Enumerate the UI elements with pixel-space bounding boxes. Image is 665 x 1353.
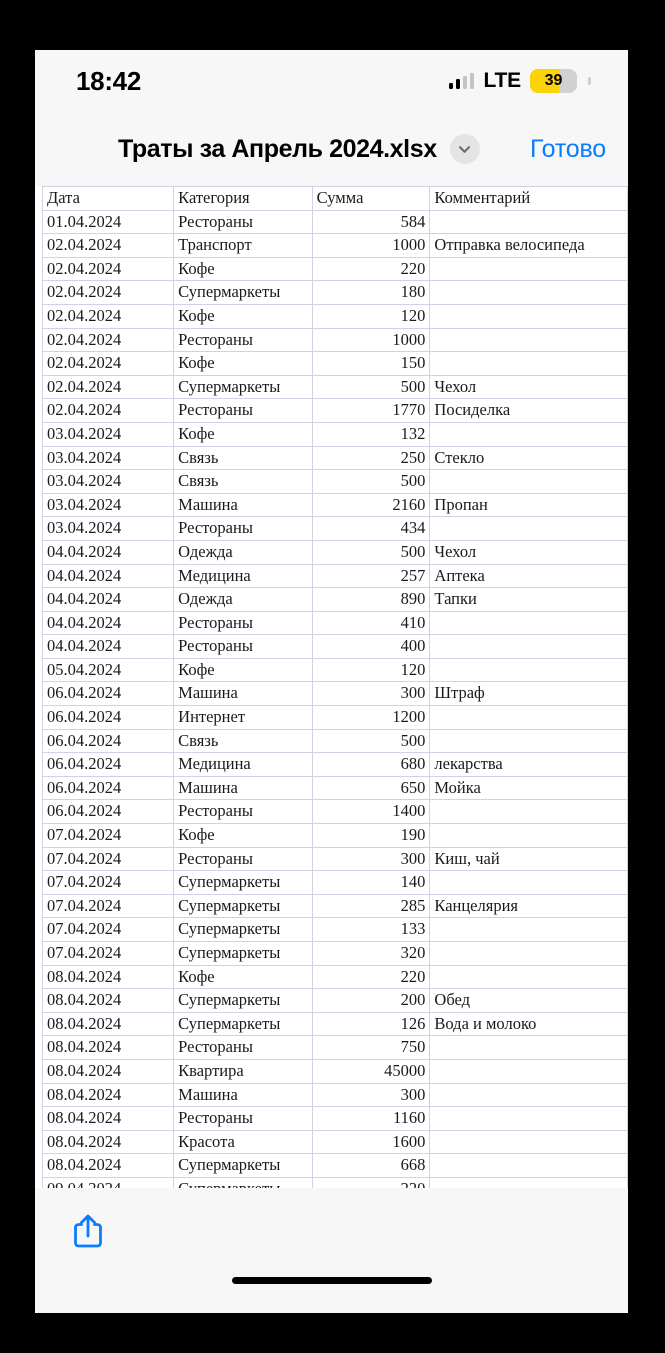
cell-r8-c2[interactable]: Супермаркеты [174,375,313,399]
cell-r39-c2[interactable]: Рестораны [174,1107,313,1131]
cell-r3-c1[interactable]: 02.04.2024 [43,257,174,281]
table-row[interactable] [43,304,628,328]
cell-r27-c1[interactable]: 07.04.2024 [43,824,174,848]
table-row[interactable] [43,1130,628,1154]
cell-r11-c3[interactable]: 250 [312,446,430,470]
cell-r28-c2[interactable]: Рестораны [174,847,313,871]
cell-r22-c2[interactable]: Интернет [174,706,313,730]
table-row[interactable] [43,422,628,446]
cell-r11-c4[interactable]: Стекло [430,446,628,470]
cell-r19-c4[interactable] [430,635,628,659]
cell-r3-c2[interactable]: Кофе [174,257,313,281]
table-row[interactable] [43,210,628,234]
cell-r6-c1[interactable]: 02.04.2024 [43,328,174,352]
status-bar-indicators [449,69,591,93]
cell-r19-c2[interactable]: Рестораны [174,635,313,659]
cell-r33-c3[interactable]: 220 [312,965,430,989]
table-row[interactable] [43,540,628,564]
table-row[interactable] [43,564,628,588]
cell-r1-c3[interactable]: 584 [312,210,430,234]
cell-r40-c3[interactable]: 1600 [312,1130,430,1154]
table-row[interactable] [43,1107,628,1131]
cell-r14-c3[interactable]: 434 [312,517,430,541]
cell-r6-c4[interactable] [430,328,628,352]
cell-r9-c2[interactable]: Рестораны [174,399,313,423]
cell-r9-c4[interactable]: Посиделка [430,399,628,423]
cell-r24-c3[interactable]: 680 [312,753,430,777]
cell-r15-c3[interactable]: 500 [312,540,430,564]
table-row[interactable] [43,281,628,305]
table-row[interactable] [43,918,628,942]
bottom-toolbar [35,1188,628,1313]
navigation-bar [35,112,628,186]
cell-r41-c4[interactable] [430,1154,628,1178]
cell-r7-c2[interactable]: Кофе [174,352,313,376]
cell-r36-c4[interactable] [430,1036,628,1060]
table-row[interactable] [43,847,628,871]
table-row[interactable] [43,375,628,399]
cell-r17-c3[interactable]: 890 [312,588,430,612]
cell-r3-c3[interactable]: 220 [312,257,430,281]
cell-r5-c1[interactable]: 02.04.2024 [43,304,174,328]
cell-r37-c1[interactable]: 08.04.2024 [43,1059,174,1083]
cell-r38-c1[interactable]: 08.04.2024 [43,1083,174,1107]
cell-r33-c2[interactable]: Кофе [174,965,313,989]
cell-r17-c1[interactable]: 04.04.2024 [43,588,174,612]
battery-percent-label: 39 [544,72,563,89]
cell-r13-c3[interactable]: 2160 [312,493,430,517]
cell-r8-c4[interactable]: Чехол [430,375,628,399]
table-row[interactable] [43,1154,628,1178]
cell-r27-c4[interactable] [430,824,628,848]
cell-r41-c2[interactable]: Супермаркеты [174,1154,313,1178]
cell-r7-c3[interactable]: 150 [312,352,430,376]
column-header-4[interactable]: Комментарий [430,187,628,211]
cell-r17-c4[interactable]: Тапки [430,588,628,612]
cell-r40-c2[interactable]: Красота [174,1130,313,1154]
cell-r20-c1[interactable]: 05.04.2024 [43,658,174,682]
cell-r14-c1[interactable]: 03.04.2024 [43,517,174,541]
cell-r40-c1[interactable]: 08.04.2024 [43,1130,174,1154]
cell-r7-c1[interactable]: 02.04.2024 [43,352,174,376]
document-title: Траты за Апрель 2024.xlsx [118,134,437,163]
share-icon [71,1212,105,1250]
table-row[interactable] [43,800,628,824]
cell-r38-c2[interactable]: Машина [174,1083,313,1107]
cell-r23-c1[interactable]: 06.04.2024 [43,729,174,753]
cell-r5-c4[interactable] [430,304,628,328]
cell-r26-c2[interactable]: Рестораны [174,800,313,824]
table-row[interactable] [43,588,628,612]
cell-r26-c3[interactable]: 1400 [312,800,430,824]
cell-r20-c4[interactable] [430,658,628,682]
cell-r23-c2[interactable]: Связь [174,729,313,753]
cell-r18-c1[interactable]: 04.04.2024 [43,611,174,635]
cell-r7-c4[interactable] [430,352,628,376]
cell-r2-c1[interactable]: 02.04.2024 [43,234,174,258]
cell-r26-c4[interactable] [430,800,628,824]
table-row[interactable] [43,894,628,918]
cell-r31-c1[interactable]: 07.04.2024 [43,918,174,942]
table-row[interactable] [43,824,628,848]
cell-r30-c1[interactable]: 07.04.2024 [43,894,174,918]
cell-r13-c1[interactable]: 03.04.2024 [43,493,174,517]
table-row[interactable] [43,470,628,494]
cell-r31-c3[interactable]: 133 [312,918,430,942]
table-row[interactable] [43,1012,628,1036]
network-type-label: LTE [483,69,521,92]
cell-r23-c4[interactable] [430,729,628,753]
cell-r39-c4[interactable] [430,1107,628,1131]
share-button[interactable] [64,1206,112,1256]
column-header-3[interactable]: Сумма [312,187,430,211]
cell-r25-c3[interactable]: 650 [312,776,430,800]
cell-r29-c2[interactable]: Супермаркеты [174,871,313,895]
cell-r8-c3[interactable]: 500 [312,375,430,399]
cell-r15-c2[interactable]: Одежда [174,540,313,564]
cell-r22-c3[interactable]: 1200 [312,706,430,730]
table-row[interactable] [43,753,628,777]
cell-r20-c3[interactable]: 120 [312,658,430,682]
cell-r21-c2[interactable]: Машина [174,682,313,706]
cell-r21-c3[interactable]: 300 [312,682,430,706]
cell-r13-c4[interactable]: Пропан [430,493,628,517]
cell-r11-c2[interactable]: Связь [174,446,313,470]
cell-r23-c3[interactable]: 500 [312,729,430,753]
table-row[interactable] [43,989,628,1013]
table-row[interactable] [43,776,628,800]
cell-r30-c2[interactable]: Супермаркеты [174,894,313,918]
cell-r30-c4[interactable]: Канцелярия [430,894,628,918]
cell-r12-c3[interactable]: 500 [312,470,430,494]
cell-r28-c3[interactable]: 300 [312,847,430,871]
cell-r16-c2[interactable]: Медицина [174,564,313,588]
cell-r16-c1[interactable]: 04.04.2024 [43,564,174,588]
table-row[interactable] [43,942,628,966]
battery-icon [530,69,577,93]
cell-r21-c1[interactable]: 06.04.2024 [43,682,174,706]
cell-r14-c2[interactable]: Рестораны [174,517,313,541]
table-row[interactable] [43,706,628,730]
cell-r24-c2[interactable]: Медицина [174,753,313,777]
cell-r5-c3[interactable]: 120 [312,304,430,328]
cell-r4-c4[interactable] [430,281,628,305]
cell-r28-c4[interactable]: Киш, чай [430,847,628,871]
status-bar [35,50,628,112]
cell-r22-c1[interactable]: 06.04.2024 [43,706,174,730]
cell-r33-c1[interactable]: 08.04.2024 [43,965,174,989]
cell-r4-c2[interactable]: Супермаркеты [174,281,313,305]
cell-r38-c3[interactable]: 300 [312,1083,430,1107]
table-row[interactable] [43,635,628,659]
cell-r27-c3[interactable]: 190 [312,824,430,848]
cell-r34-c1[interactable]: 08.04.2024 [43,989,174,1013]
spreadsheet-table[interactable] [42,186,628,1249]
cell-r4-c1[interactable]: 02.04.2024 [43,281,174,305]
table-row[interactable] [43,352,628,376]
cell-r34-c2[interactable]: Супермаркеты [174,989,313,1013]
table-row[interactable] [43,328,628,352]
phone-frame [35,50,628,1313]
cell-r14-c4[interactable] [430,517,628,541]
cell-r32-c1[interactable]: 07.04.2024 [43,942,174,966]
cell-r13-c2[interactable]: Машина [174,493,313,517]
cell-r34-c3[interactable]: 200 [312,989,430,1013]
chevron-down-icon[interactable] [450,134,480,164]
cell-r37-c3[interactable]: 45000 [312,1059,430,1083]
table-row[interactable] [43,257,628,281]
table-row[interactable] [43,611,628,635]
cell-r39-c1[interactable]: 08.04.2024 [43,1107,174,1131]
cell-r8-c1[interactable]: 02.04.2024 [43,375,174,399]
home-indicator [232,1277,432,1284]
cell-r25-c2[interactable]: Машина [174,776,313,800]
cell-r31-c4[interactable] [430,918,628,942]
cell-r12-c4[interactable] [430,470,628,494]
cell-r18-c4[interactable] [430,611,628,635]
cell-r1-c4[interactable] [430,210,628,234]
cell-r32-c3[interactable]: 320 [312,942,430,966]
table-row[interactable] [43,965,628,989]
cell-r36-c1[interactable]: 08.04.2024 [43,1036,174,1060]
cell-r3-c4[interactable] [430,257,628,281]
cell-r22-c4[interactable] [430,706,628,730]
cell-r27-c2[interactable]: Кофе [174,824,313,848]
cell-r26-c1[interactable]: 06.04.2024 [43,800,174,824]
cell-r15-c1[interactable]: 04.04.2024 [43,540,174,564]
cell-r29-c4[interactable] [430,871,628,895]
cell-r15-c4[interactable]: Чехол [430,540,628,564]
cell-r35-c2[interactable]: Супермаркеты [174,1012,313,1036]
cell-r11-c1[interactable]: 03.04.2024 [43,446,174,470]
table-row[interactable] [43,729,628,753]
table-row[interactable] [43,1059,628,1083]
cell-r31-c2[interactable]: Супермаркеты [174,918,313,942]
cell-r28-c1[interactable]: 07.04.2024 [43,847,174,871]
cell-r18-c3[interactable]: 410 [312,611,430,635]
cell-r35-c4[interactable]: Вода и молоко [430,1012,628,1036]
cell-r37-c4[interactable] [430,1059,628,1083]
battery-cap-icon [588,77,591,85]
cell-r18-c2[interactable]: Рестораны [174,611,313,635]
table-row[interactable] [43,871,628,895]
cell-r37-c2[interactable]: Квартира [174,1059,313,1083]
cell-r2-c3[interactable]: 1000 [312,234,430,258]
cell-r17-c2[interactable]: Одежда [174,588,313,612]
cell-r6-c2[interactable]: Рестораны [174,328,313,352]
cell-r5-c2[interactable]: Кофе [174,304,313,328]
cell-r1-c1[interactable]: 01.04.2024 [43,210,174,234]
done-button[interactable]: Готово [530,134,606,163]
cell-r1-c2[interactable]: Рестораны [174,210,313,234]
cell-r2-c4[interactable]: Отправка велосипеда [430,234,628,258]
cell-r30-c3[interactable]: 285 [312,894,430,918]
cell-r2-c2[interactable]: Транспорт [174,234,313,258]
cell-r6-c3[interactable]: 1000 [312,328,430,352]
cell-r35-c3[interactable]: 126 [312,1012,430,1036]
cell-r36-c3[interactable]: 750 [312,1036,430,1060]
column-header-2[interactable]: Категория [174,187,313,211]
cell-r24-c4[interactable]: лекарства [430,753,628,777]
cell-r10-c3[interactable]: 132 [312,422,430,446]
cell-r9-c1[interactable]: 02.04.2024 [43,399,174,423]
cell-r25-c4[interactable]: Мойка [430,776,628,800]
status-bar-clock: 18:42 [76,65,141,96]
spreadsheet-viewport[interactable] [35,186,628,1188]
cell-r19-c1[interactable]: 04.04.2024 [43,635,174,659]
cell-r34-c4[interactable]: Обед [430,989,628,1013]
cell-r12-c2[interactable]: Связь [174,470,313,494]
cell-r4-c3[interactable]: 180 [312,281,430,305]
cell-r32-c4[interactable] [430,942,628,966]
cell-r10-c4[interactable] [430,422,628,446]
table-row[interactable] [43,658,628,682]
cell-r40-c4[interactable] [430,1130,628,1154]
cell-r25-c1[interactable]: 06.04.2024 [43,776,174,800]
cell-r20-c2[interactable]: Кофе [174,658,313,682]
cell-r24-c1[interactable]: 06.04.2024 [43,753,174,777]
cellular-signal-icon [449,73,475,89]
cell-r16-c3[interactable]: 257 [312,564,430,588]
cell-r10-c1[interactable]: 03.04.2024 [43,422,174,446]
cell-r21-c4[interactable]: Штраф [430,682,628,706]
table-header-row [43,187,628,211]
cell-r36-c2[interactable]: Рестораны [174,1036,313,1060]
column-header-1[interactable]: Дата [43,187,174,211]
cell-r33-c4[interactable] [430,965,628,989]
cell-r29-c3[interactable]: 140 [312,871,430,895]
table-row[interactable] [43,1036,628,1060]
table-row[interactable] [43,234,628,258]
table-row[interactable] [43,399,628,423]
table-row[interactable] [43,446,628,470]
cell-r10-c2[interactable]: Кофе [174,422,313,446]
table-row[interactable] [43,1083,628,1107]
cell-r19-c3[interactable]: 400 [312,635,430,659]
cell-r41-c1[interactable]: 08.04.2024 [43,1154,174,1178]
cell-r39-c3[interactable]: 1160 [312,1107,430,1131]
cell-r35-c1[interactable]: 08.04.2024 [43,1012,174,1036]
cell-r9-c3[interactable]: 1770 [312,399,430,423]
table-row[interactable] [43,682,628,706]
cell-r32-c2[interactable]: Супермаркеты [174,942,313,966]
cell-r38-c4[interactable] [430,1083,628,1107]
cell-r12-c1[interactable]: 03.04.2024 [43,470,174,494]
table-row[interactable] [43,493,628,517]
cell-r16-c4[interactable]: Аптека [430,564,628,588]
cell-r29-c1[interactable]: 07.04.2024 [43,871,174,895]
table-row[interactable] [43,517,628,541]
cell-r41-c3[interactable]: 668 [312,1154,430,1178]
